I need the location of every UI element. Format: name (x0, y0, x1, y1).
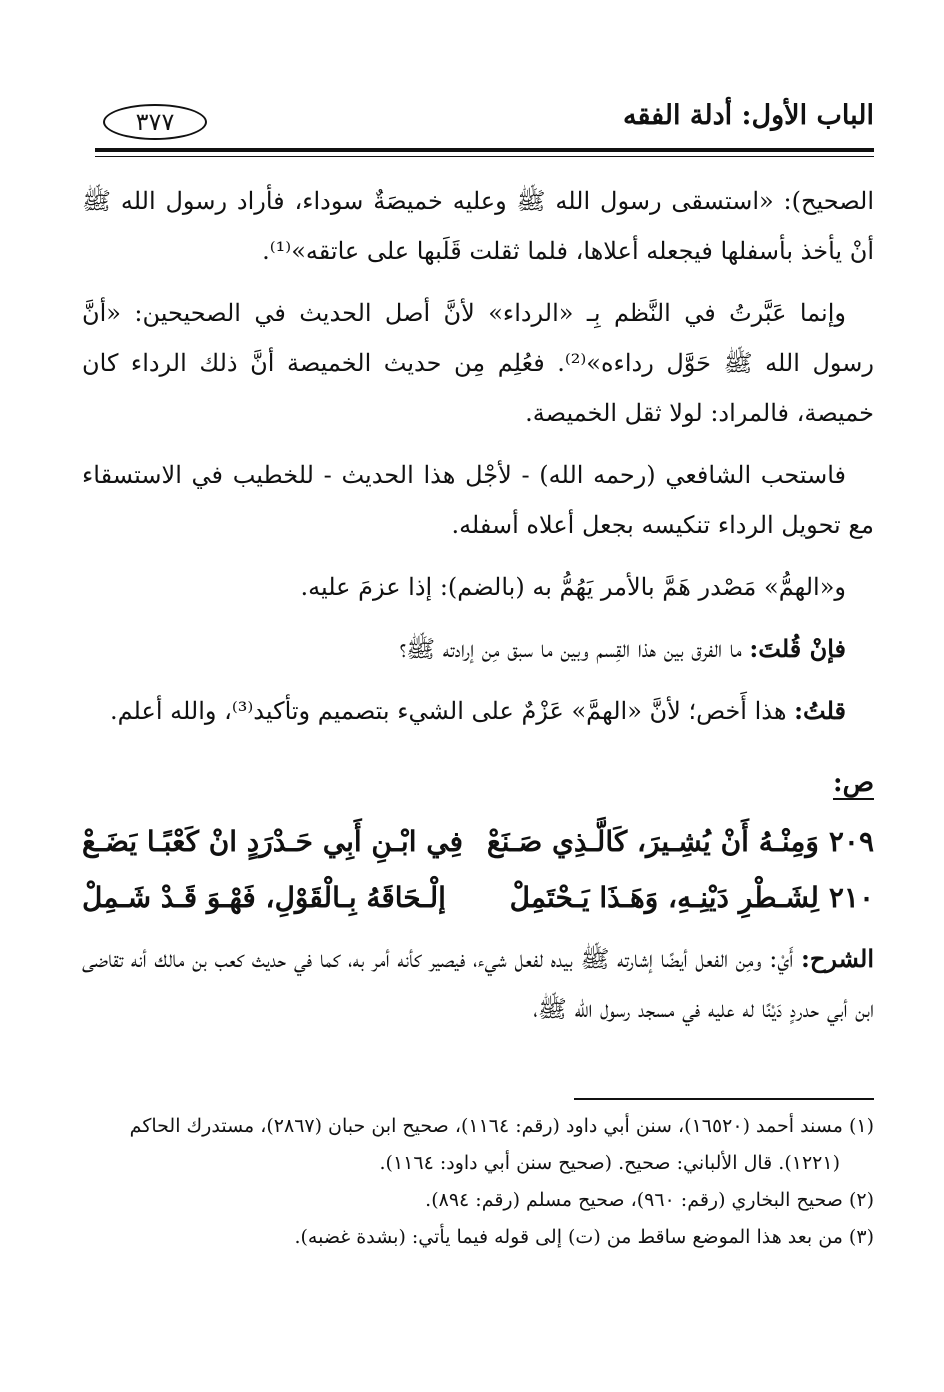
section-mark (82, 758, 874, 808)
paragraph-sharh (82, 934, 874, 1034)
verse-hemistich-first: لِشَـطْرِ دَيْنِـهِ، وَهَـذَا يَـحْتَمِلْ (509, 881, 819, 914)
footnote-2: (٢) صحيح البخاري (رقم: ٩٦٠)، صحيح مسلم (رقم: ٨٩٤). (425, 1189, 874, 1211)
question-text: ما الفرق بين هذا القِسم وبين ما سبق مِن إرادته ﷺ؟ (399, 635, 750, 663)
footnote-separator (574, 1098, 874, 1100)
header-rule-thick (95, 148, 874, 152)
paragraph-hadith-continuation: الصحيح): «استسقى رسول الله ﷺ وعليه خميصَةٌ سوداء، فأراد رسول الله ﷺ أنْ يأخذ بأسفلها فيجعله أعلاها، فلما ثقلت قَلَبها على عاتقه»⁽¹⁾. (82, 187, 874, 265)
question-label: فإنْ قُلتَ: (749, 634, 846, 663)
footnote-3: (٣) من بعد هذا الموضع ساقط من (ت) إلى قوله فيما يأتي: (بشدة غضبه). (294, 1226, 874, 1248)
answer-label: قلتُ: (794, 696, 846, 725)
answer-text: هذا أَخص؛ لأنَّ «الهمَّ» عَزْمٌ على الشيء بتصميم وتأكيد⁽³⁾، والله أعلم. (109, 697, 795, 725)
verse-number: ٢٠٩ (828, 825, 874, 858)
chapter-title: الباب الأول: أدلة الفقه (623, 100, 874, 131)
paragraph-answer (82, 686, 874, 736)
sharh-label: الشرح: (801, 944, 874, 973)
running-header (95, 100, 874, 146)
verse-line (82, 814, 874, 870)
paragraph-shafii: فاستحب الشافعي (رحمه الله) - لأجْل هذا الحديث - للخطيب في الاستسقاء مع تحويل الرداء تنكيسه بجعل أعلاه أسفله. (82, 461, 874, 539)
verse-hemistich-second: إلْـحَاقَهُ بِـالْقَوْلِ، فَهْـوَ قَـدْ شَـمِلْ (82, 881, 446, 914)
section-mark-label: ص: (832, 768, 874, 798)
footnotes (82, 1108, 874, 1256)
paragraph-hamm-definition: و«الهمُّ» مَصْدر هَمَّ بالأمر يَهُمُّ به (بالضم): إذا عزمَ عليه. (300, 573, 846, 601)
footnote-1-continued: (١٢٢١). قال الألباني: صحيح. (صحيح سنن أبي داود: ١١٦٤). (379, 1152, 840, 1174)
verse-number: ٢١٠ (828, 881, 874, 914)
verse-hemistich-first: وَمِنْـهُ أَنْ يُشِـيرَ، كَالَّـذِي صَـنَعْ (486, 825, 819, 858)
page-number: ٣٧٧ (103, 104, 207, 140)
header-rule-thin (95, 156, 874, 157)
footnote-1: (١) مسند أحمد (١٦٥٢٠)، سنن أبي داود (رقم: ١١٦٤)، صحيح ابن حبان (٢٨٦٧)، مستدرك الحاكم (129, 1115, 874, 1137)
verse-line (82, 870, 874, 926)
verse-hemistich-second: فِي ابْـنِ أَبِي حَـدْرَدٍ انْ كَعْبًـا يَضَـعْ (82, 825, 463, 858)
paragraph-rida: وإنما عَبَّرتُ في النَّظم بِـ «الرداء» لأنَّ أصل الحديث في الصحيحين: «أنَّ رسول الله ﷺ حَوَّل رداءه»⁽²⁾. فعُلِم مِن حديث الخميصة أنَّ ذلك الرداء كان خميصة، فالمراد: لولا ثقل الخميصة. (82, 299, 875, 427)
sharh-text: أَيْ: ومِن الفعل أيضًا إشارته ﷺ بيده لفعل شيء، فيصير كأنه أمر به، كما في حديث كعب بن مالك أنه تقاضى ابن أبي حدردٍ دَيْنًا له عليه في مسجد رسول الله ﷺ، (82, 945, 874, 1023)
paragraph-question (82, 624, 874, 674)
main-text (82, 176, 874, 1046)
poem-verses (82, 814, 874, 926)
